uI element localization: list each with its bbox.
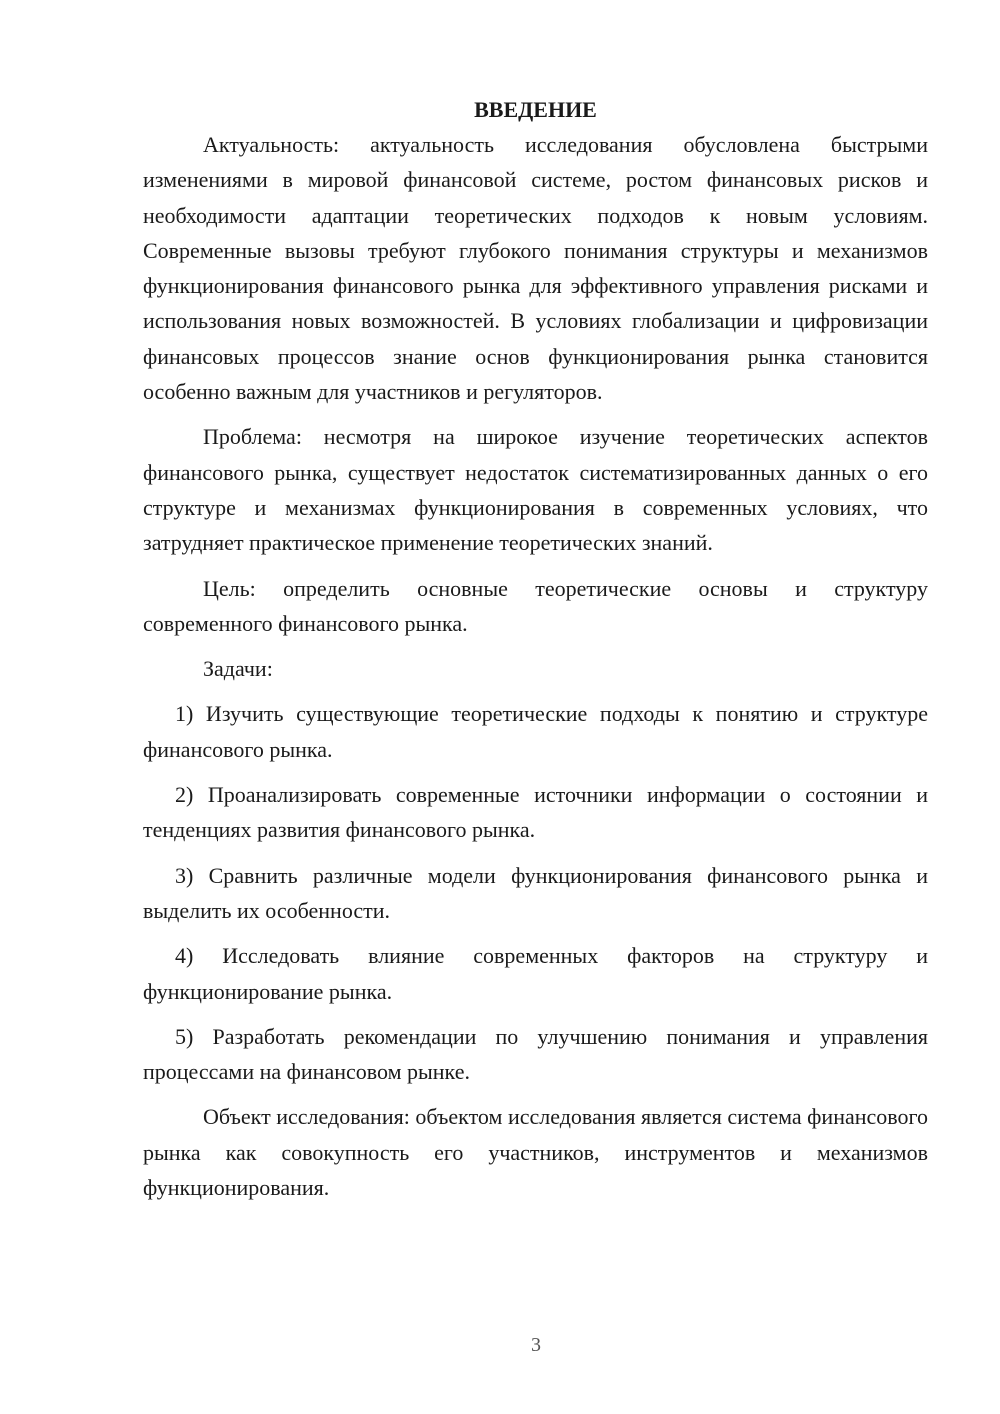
task-item-4: 4) Исследовать влияние современных факторов на структуру и функционирование рынка. — [143, 943, 928, 1004]
tasks-label: Задачи: — [203, 656, 273, 682]
paragraph-goal: Цель: определить основные теоретические основы и структуру современного финансового рынка. — [143, 575, 928, 636]
task-item-1: 1) Изучить существующие теоретические подходы к понятию и структуре финансового рынка. — [143, 701, 928, 762]
page-title: ВВЕДЕНИЕ — [474, 97, 597, 122]
paragraph-problem: Проблема: несмотря на широкое изучение теоретических аспектов финансового рынка, существует недостаток систематизированных данных о его структуре и механизмах функционирования в современных условиях, что затрудняет практическое применение теоретических знаний. — [143, 424, 928, 556]
task-item-3: 3) Сравнить различные модели функционирования финансового рынка и выделить их особенности. — [143, 862, 928, 923]
page-number: 3 — [531, 1334, 541, 1356]
task-item-2: 2) Проанализировать современные источники информации о состоянии и тенденциях развития финансового рынка. — [143, 782, 928, 843]
task-item-5: 5) Разработать рекомендации по улучшению понимания и управления процессами на финансовом рынке. — [143, 1023, 928, 1085]
paragraph-research-object: Объект исследования: объектом исследования является система финансового рынка как совокупность его участников, инструментов и механизмов функционирования. — [143, 1104, 928, 1201]
paragraph-relevance: Актуальность: актуальность исследования обусловлена быстрыми изменениями в мировой финансовой системе, ростом финансовых рисков и необходимости адаптации теоретических подходов к новым условиям. Современные вызовы требуют глубокого понимания структуры и механизмов функционирования финансового рынка для эффективного управления рисками и использования новых возможностей. В условиях глобализации и цифровизации финансовых процессов знание основ функционирования рынка становится особенно важным для участников и регуляторов. — [143, 132, 928, 405]
document-page — [143, 92, 928, 1215]
